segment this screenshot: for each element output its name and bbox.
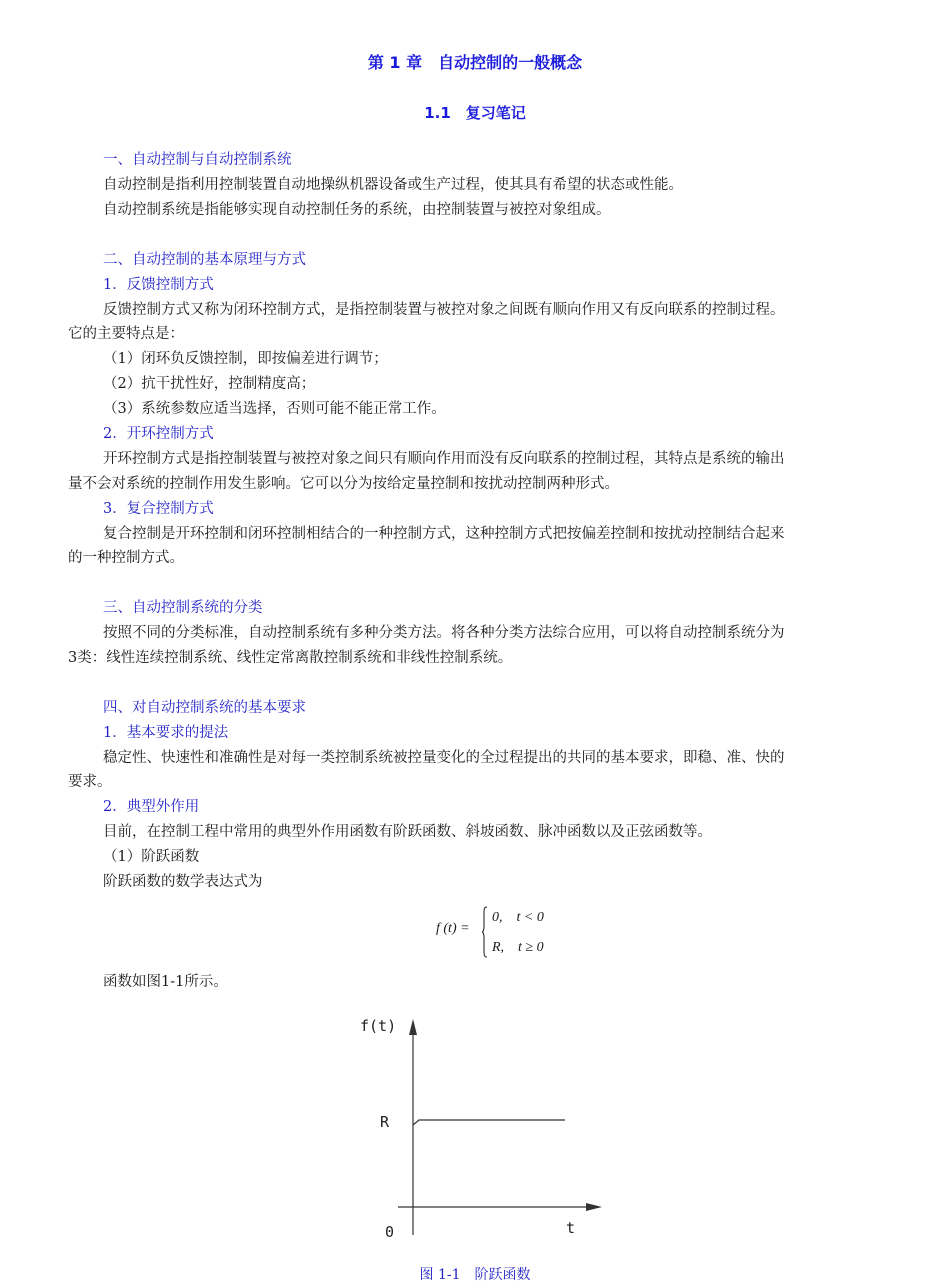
paragraph-continued: 它的主要特点是： — [68, 326, 184, 342]
paragraph: 自动控制系统是指能够实现自动控制任务的系统，由控制装置与被控对象组成。 — [103, 202, 611, 218]
level-label: R — [380, 1113, 390, 1131]
y-axis-arrow — [409, 1019, 417, 1035]
paragraph-continued: 3类：线性连续控制系统、线性定常离散控制系统和非线性控制系统。 — [68, 650, 513, 666]
paragraph: 稳定性、快速性和准确性是对每一类控制系统被控量变化的全过程提出的共同的基本要求，即稳、准、快的 — [103, 750, 785, 766]
section-heading-2: 二、自动控制的基本原理与方式 — [103, 252, 306, 268]
subheading-requirements: 1．基本要求的提法 — [103, 725, 229, 741]
step-function-formula — [436, 902, 576, 962]
list-item: （2）抗干扰性好，控制精度高； — [103, 376, 316, 392]
subheading-open-loop: 2．开环控制方式 — [103, 426, 214, 442]
list-item: （1）阶跃函数 — [103, 849, 200, 865]
paragraph: 自动控制是指利用控制装置自动地操纵机器设备或生产过程，使其具有希望的状态或性能。 — [103, 177, 683, 193]
formula-case-1: 0, t < 0 — [492, 910, 544, 925]
step-function-plot — [340, 1005, 620, 1245]
subheading-compound: 3．复合控制方式 — [103, 501, 214, 517]
paragraph: 按照不同的分类标准，自动控制系统有多种分类方法。将各种分类方法综合应用，可以将自动控制系统分为 — [103, 625, 785, 641]
paragraph: 开环控制方式是指控制装置与被控对象之间只有顺向作用而没有反向联系的控制过程，其特点是系统的输出 — [103, 451, 785, 467]
section-title: 1.1 复习笔记 — [424, 104, 526, 122]
figure-reference: 函数如图1-1所示。 — [103, 974, 228, 990]
paragraph-continued: 量不会对系统的控制作用发生影响。它可以分为按给定量控制和按扰动控制两种形式。 — [68, 476, 619, 492]
paragraph-continued: 要求。 — [68, 774, 112, 790]
x-axis-arrow — [586, 1203, 602, 1211]
subheading-typical-inputs: 2．典型外作用 — [103, 799, 200, 815]
figure-caption: 图 1-1 阶跃函数 — [419, 1267, 531, 1283]
list-item: （3）系统参数应适当选择，否则可能不能正常工作。 — [103, 401, 446, 417]
y-axis-label: f(t) — [360, 1017, 397, 1035]
left-brace — [482, 906, 488, 958]
chapter-title: 第 1 章 自动控制的一般概念 — [367, 53, 583, 72]
paragraph: 复合控制是开环控制和闭环控制相结合的一种控制方式，这种控制方式把按偏差控制和按扰动控制结合起来 — [103, 526, 785, 542]
paragraph: 阶跃函数的数学表达式为 — [103, 874, 263, 890]
section-heading-1: 一、自动控制与自动控制系统 — [103, 152, 292, 168]
paragraph: 反馈控制方式又称为闭环控制方式，是指控制装置与被控对象之间既有顺向作用又有反向联系的控制过程。 — [103, 302, 785, 318]
paragraph: 目前，在控制工程中常用的典型外作用函数有阶跃函数、斜坡函数、脉冲函数以及正弦函数等。 — [103, 824, 712, 840]
paragraph-continued: 的一种控制方式。 — [68, 550, 184, 566]
formula-lhs: f (t) = — [436, 921, 470, 936]
formula-case-2: R, t ≥ 0 — [492, 940, 544, 955]
section-heading-3: 三、自动控制系统的分类 — [103, 600, 263, 616]
list-item: （1）闭环负反馈控制，即按偏差进行调节； — [103, 351, 388, 367]
x-axis-label: t — [566, 1219, 576, 1237]
section-heading-4: 四、对自动控制系统的基本要求 — [103, 700, 306, 716]
origin-label: 0 — [385, 1223, 395, 1241]
subheading-feedback: 1．反馈控制方式 — [103, 277, 214, 293]
step-line — [413, 1120, 565, 1125]
step-function-figure — [340, 1005, 620, 1245]
